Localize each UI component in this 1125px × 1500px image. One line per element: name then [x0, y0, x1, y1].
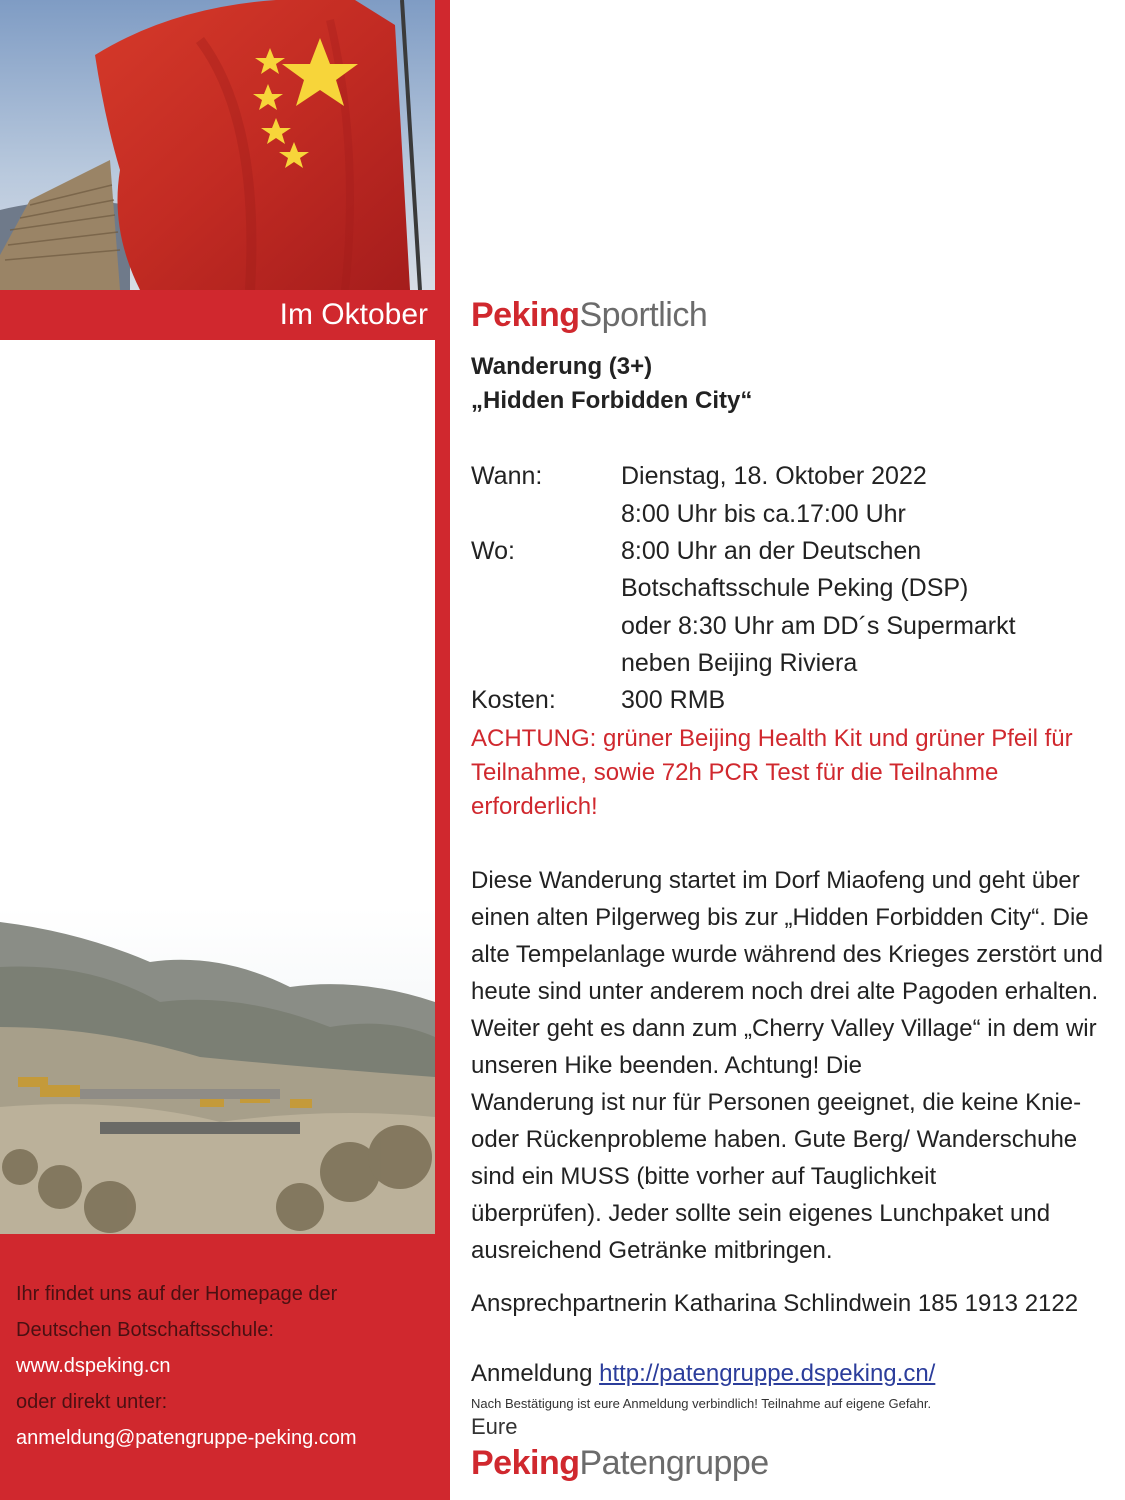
brand-light: Sportlich [579, 296, 708, 334]
patengruppe-logo [471, 1444, 769, 1483]
signoff: Eure [471, 1414, 518, 1439]
description-line: sind ein MUSS (bitte vorher auf Tauglichkeit [471, 1163, 937, 1190]
footer-line: Ihr findet uns auf der Homepage der [16, 1283, 338, 1305]
left-column [0, 0, 450, 1500]
registration-note: Nach Bestätigung ist eure Anmeldung verbindlich! Teilnahme auf eigene Gefahr. [471, 1396, 932, 1411]
footer-box [0, 1234, 450, 1500]
description-line: Weiter geht es dann zum „Cherry Valley Village“ in dem wir [471, 1015, 1097, 1042]
description-line: alte Tempelanlage wurde während des Krieges zerstört und [471, 941, 1103, 968]
description-line: Wanderung ist nur für Personen geeignet, die keine Knie- [471, 1089, 1082, 1116]
footer-text [16, 1276, 357, 1456]
registration-link[interactable]: http://patengruppe.dspeking.cn/ [599, 1360, 936, 1387]
flag-photo [0, 0, 435, 290]
where-line: oder 8:30 Uhr am DD´s Supermarkt [621, 612, 1016, 640]
title-line: Wanderung (3+) [471, 353, 653, 380]
description-line: heute sind unter anderem noch drei alte Pagoden erhalten. [471, 978, 1099, 1005]
warning-line: Teilnahme, sowie 72h PCR Test für die Teilnahme [471, 759, 999, 786]
description-line: überprüfen). Jeder sollte sein eigenes Lunchpaket und [471, 1200, 1051, 1227]
where-label: Wo: [471, 537, 515, 565]
warning-line: erforderlich! [471, 793, 598, 820]
warning-text [471, 722, 1091, 824]
when-time: 8:00 Uhr bis ca.17:00 Uhr [621, 500, 906, 528]
where-line: 8:00 Uhr an der Deutschen [621, 537, 922, 565]
description [471, 862, 1103, 1269]
warning-line: ACHTUNG: grüner Beijing Health Kit und grüner Pfeil für [471, 725, 1073, 752]
description-line: oder Rückenprobleme haben. Gute Berg/ Wanderschuhe [471, 1126, 1078, 1153]
cost-value: 300 RMB [621, 686, 726, 714]
registration-row [471, 1360, 935, 1388]
mountain-photo [0, 907, 435, 1234]
description-line: einen alten Pilgerweg bis zur „Hidden Forbidden City“. Die [471, 904, 1089, 931]
when-label: Wann: [471, 462, 543, 490]
contact-person: Ansprechpartnerin Katharina Schlindwein 185 1913 2122 [471, 1290, 1079, 1317]
month-label: Im Oktober [279, 298, 428, 331]
school-website-link[interactable]: www.dspeking.cn [16, 1355, 171, 1377]
description-line: Diese Wanderung startet im Dorf Miaofeng und geht über [471, 867, 1080, 894]
where-line: Botschaftsschule Peking (DSP) [621, 574, 969, 602]
event-title [471, 350, 752, 418]
description-line: unseren Hike beenden. Achtung! Die [471, 1052, 862, 1079]
description-line: ausreichend Getränke mitbringen. [471, 1237, 833, 1264]
title-line: „Hidden Forbidden City“ [471, 387, 753, 414]
footer-line: oder direkt unter: [16, 1391, 168, 1413]
footer-line: Deutschen Botschaftsschule: [16, 1319, 274, 1341]
brand-bold: Peking [471, 296, 580, 334]
cost-label: Kosten: [471, 686, 556, 714]
registration-label: Anmeldung [471, 1360, 600, 1387]
brand-light: Patengruppe [579, 1444, 769, 1482]
registration-email-link[interactable]: anmeldung@patengruppe-peking.com [16, 1427, 357, 1449]
brand-bold: Peking [471, 1444, 580, 1482]
when-date: Dienstag, 18. Oktober 2022 [621, 462, 927, 490]
brand-logo [471, 296, 707, 335]
month-band [0, 290, 450, 340]
where-line: neben Beijing Riviera [621, 649, 858, 677]
